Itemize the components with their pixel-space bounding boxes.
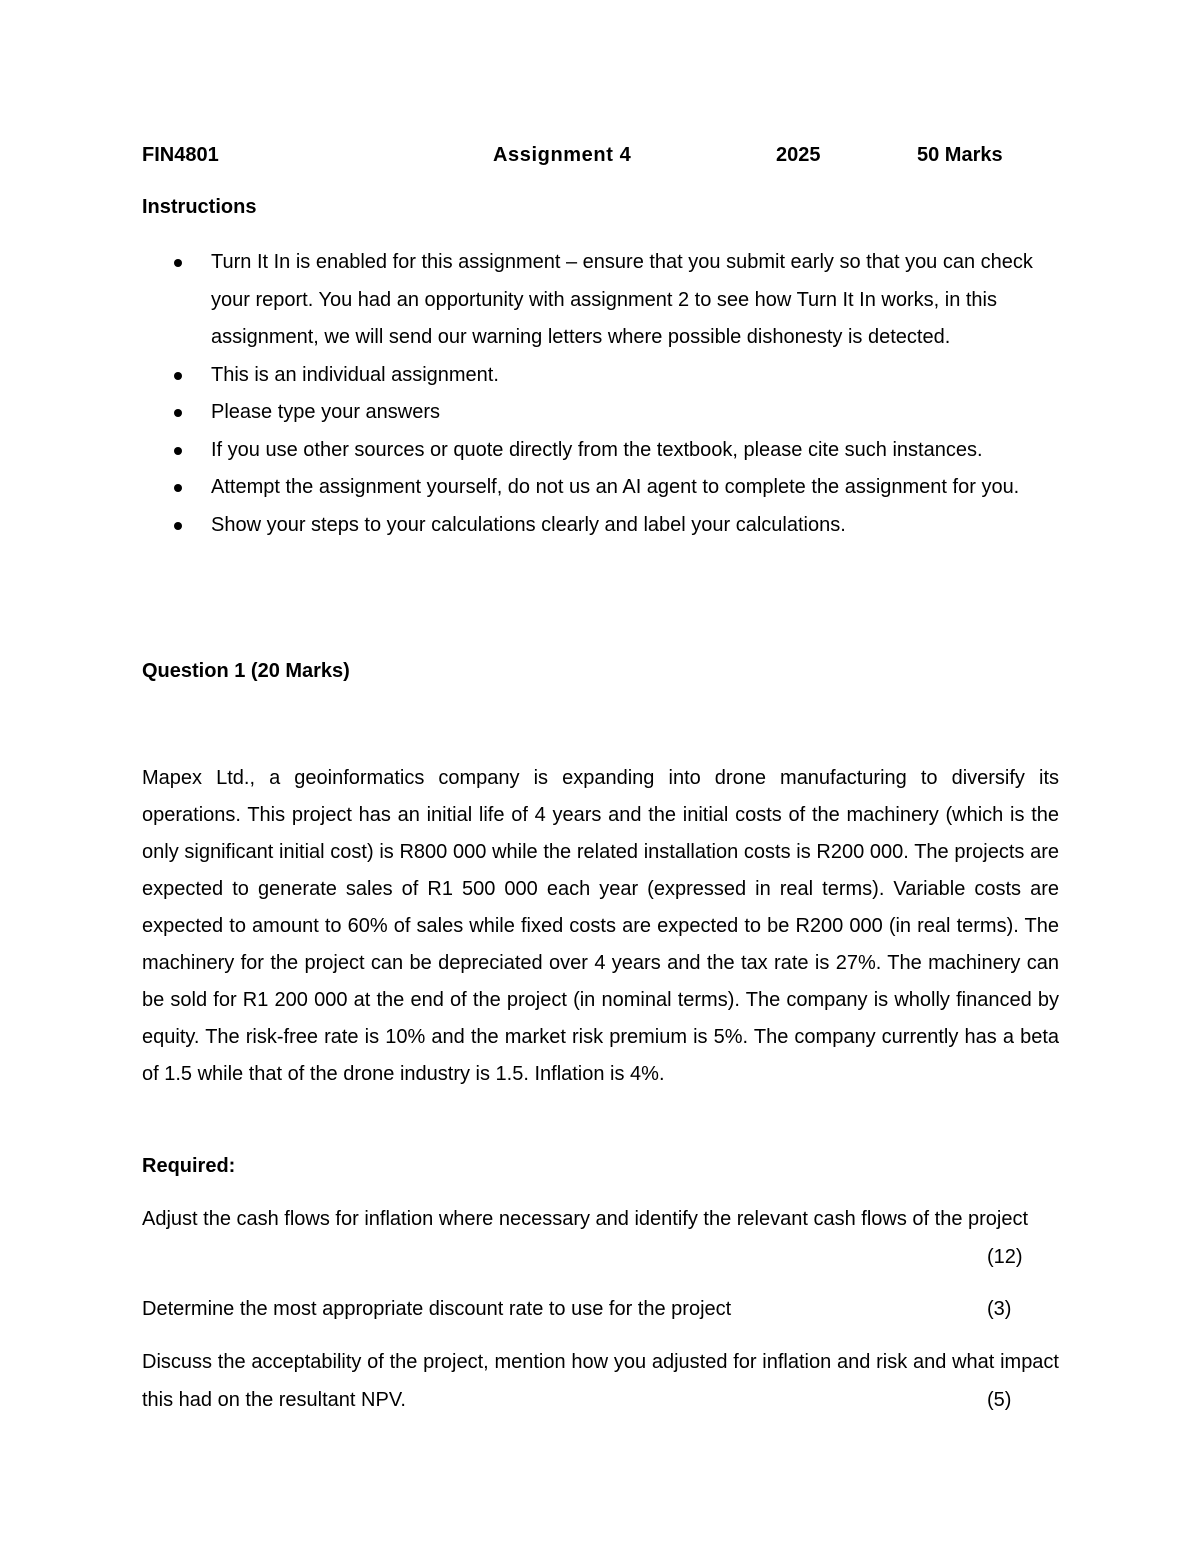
total-marks: 50 Marks: [917, 144, 1003, 166]
requirement-marks: (3): [987, 1298, 1012, 1320]
requirement-text: Determine the most appropriate discount rate to use for the project: [142, 1298, 732, 1320]
question-1-heading: Question 1 (20 Marks): [142, 660, 350, 682]
required-heading: Required:: [142, 1155, 236, 1177]
instructions-list: [142, 244, 1062, 544]
instruction-text: Please type your answers: [211, 401, 441, 423]
question-1-scenario: Mapex Ltd., a geoinformatics company is expanding into drone manufacturing to diversify its operations. This project has an initial life of 4 years and the initial costs of the machinery (which is the only significant initial cost) is R800 000 while the related installation costs is R200 000. The projects are expected to generate sales of R1 500 000 each year (expressed in real terms). Variable costs are expected to amount to 60% of sales while fixed costs are expected to be R200 000 (in real terms). The machinery for the project can be depreciated over 4 years and the tax rate is 27%. The machinery can be sold for R1 200 000 at the end of the project (in nominal terms). The company is wholly financed by equity. The risk-free rate is 10% and the market risk premium is 5%. The company currently has a beta of 1.5 while that of the drone industry is 1.5. Inflation is 4%.: [142, 767, 1059, 1085]
assignment-year: 2025: [776, 144, 821, 166]
instruction-text: If you use other sources or quote directly from the textbook, please cite such instances.: [211, 438, 983, 461]
list-item: [142, 394, 1062, 432]
assignment-title: Assignment 4: [493, 144, 632, 166]
requirement-marks: (5): [987, 1389, 1012, 1411]
requirement-1: [142, 1200, 1059, 1268]
bullet-icon: [174, 409, 182, 417]
bullet-icon: [174, 447, 182, 455]
list-item: [142, 357, 1062, 395]
requirement-2: [142, 1290, 1059, 1328]
course-code: FIN4801: [142, 144, 219, 166]
list-item: [142, 507, 1062, 545]
list-item: [142, 244, 1062, 357]
bullet-icon: [174, 522, 182, 530]
bullet-icon: [174, 484, 182, 492]
instruction-text: Attempt the assignment yourself, do not us an AI agent to complete the assignment for you.: [211, 476, 1020, 498]
list-item: [142, 432, 1062, 470]
instructions-heading: Instructions: [142, 196, 257, 218]
bullet-icon: [174, 372, 182, 380]
instruction-text: Show your steps to your calculations clearly and label your calculations.: [211, 513, 846, 536]
bullet-icon: [174, 259, 182, 267]
list-item: [142, 469, 1062, 507]
instruction-text: This is an individual assignment.: [211, 363, 499, 386]
requirement-marks: (12): [987, 1246, 1023, 1268]
requirement-text: Discuss the acceptability of the project, mention how you adjusted for inflation and risk and what impact this had on the resultant NPV.: [142, 1351, 1059, 1411]
requirement-text: Adjust the cash flows for inflation where necessary and identify the relevant cash flows of the project: [142, 1208, 1029, 1230]
document-header: [0, 144, 1200, 170]
instruction-text: Turn It In is enabled for this assignment – ensure that you submit early so that you can check your report. You had an opportunity with assignment 2 to see how Turn It In works, in this assignment, we will send our warning letters where possible dishonesty is detected.: [211, 251, 1033, 348]
requirement-3: [142, 1343, 1059, 1419]
